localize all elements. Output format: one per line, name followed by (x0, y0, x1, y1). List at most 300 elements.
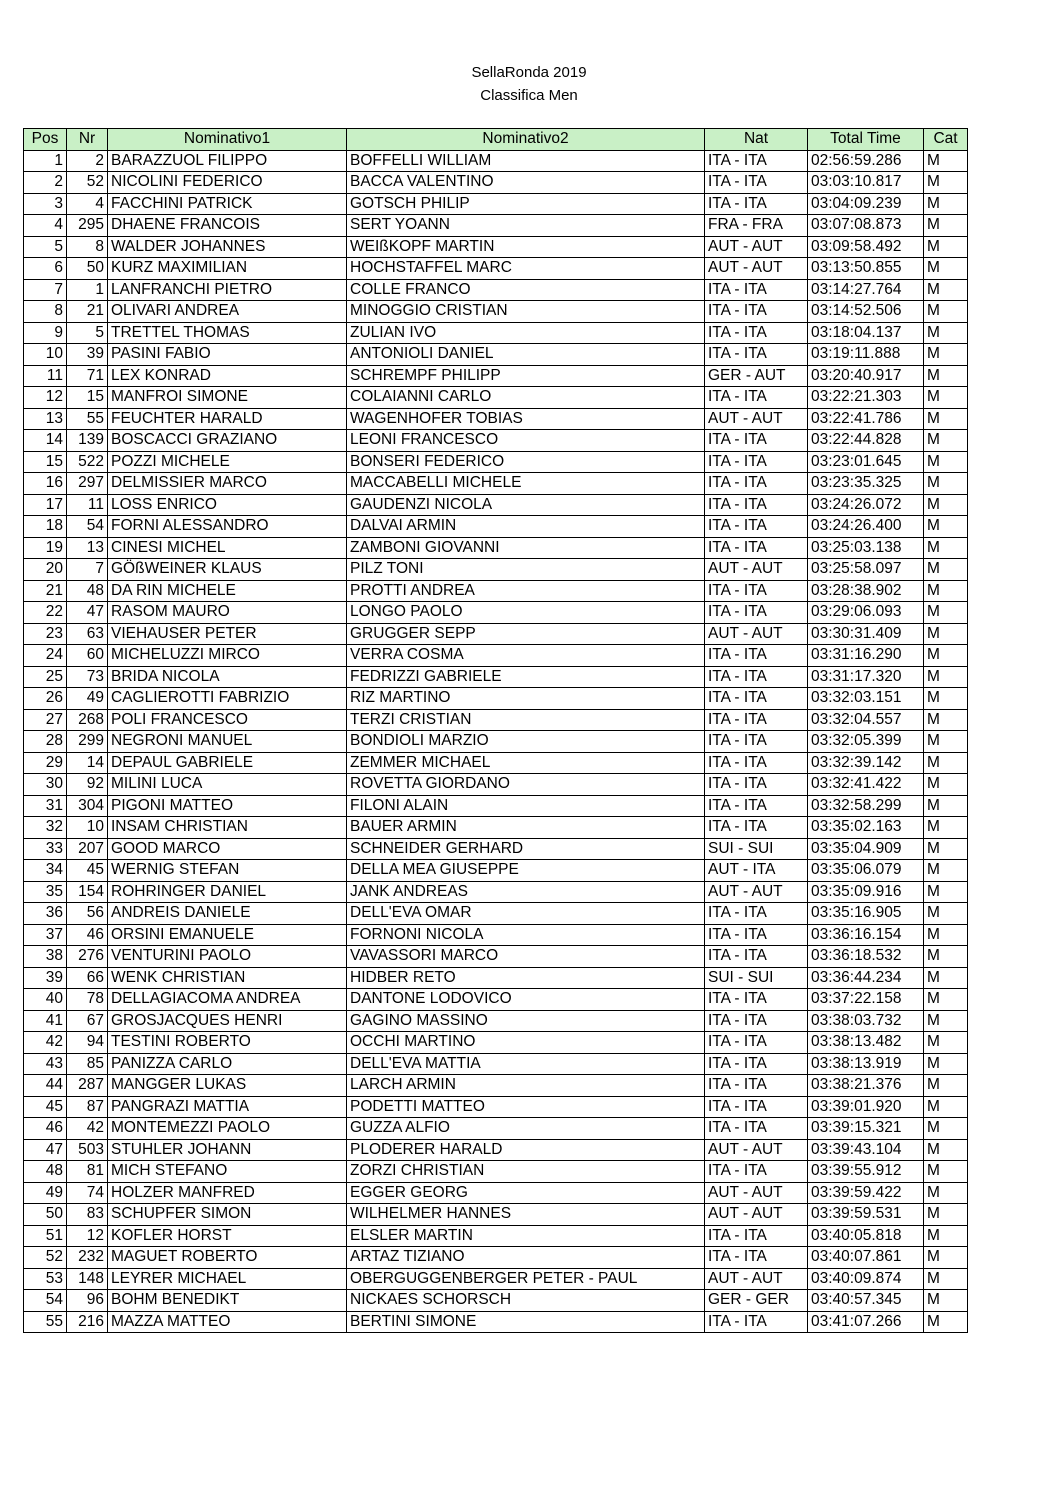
cell-pos: 33 (24, 838, 67, 860)
cell-cat: M (924, 344, 968, 366)
page-subtitle: Classifica Men (480, 87, 578, 104)
cell-cat: M (924, 989, 968, 1011)
cell-nat: ITA - ITA (705, 1053, 808, 1075)
cell-cat: M (924, 150, 968, 172)
cell-nominativo1: DHAENE FRANCOIS (108, 215, 347, 237)
cell-total-time: 03:30:31.409 (808, 623, 924, 645)
cell-nominativo2: SERT YOANN (347, 215, 705, 237)
table-row (24, 408, 968, 430)
cell-nominativo1: GOOD MARCO (108, 838, 347, 860)
cell-nat: ITA - ITA (705, 344, 808, 366)
table-row (24, 344, 968, 366)
cell-cat: M (924, 795, 968, 817)
cell-pos: 21 (24, 580, 67, 602)
cell-nr: 295 (67, 215, 108, 237)
cell-nominativo2: GUZZA ALFIO (347, 1118, 705, 1140)
table-row (24, 946, 968, 968)
cell-nominativo2: OBERGUGGENBERGER PETER - PAUL (347, 1268, 705, 1290)
table-row (24, 494, 968, 516)
cell-pos: 45 (24, 1096, 67, 1118)
cell-cat: M (924, 559, 968, 581)
cell-nominativo2: PLODERER HARALD (347, 1139, 705, 1161)
cell-total-time: 03:29:06.093 (808, 602, 924, 624)
cell-nominativo2: BACCA VALENTINO (347, 172, 705, 194)
table-row (24, 688, 968, 710)
cell-cat: M (924, 172, 968, 194)
cell-nominativo1: PIGONI MATTEO (108, 795, 347, 817)
table-row (24, 322, 968, 344)
cell-nr: 2 (67, 150, 108, 172)
table-row (24, 1247, 968, 1269)
cell-pos: 50 (24, 1204, 67, 1226)
cell-nominativo2: WEIßKOPF MARTIN (347, 236, 705, 258)
cell-nat: ITA - ITA (705, 1032, 808, 1054)
cell-total-time: 03:37:22.158 (808, 989, 924, 1011)
cell-pos: 40 (24, 989, 67, 1011)
cell-nat: AUT - AUT (705, 1204, 808, 1226)
cell-pos: 15 (24, 451, 67, 473)
cell-pos: 9 (24, 322, 67, 344)
cell-pos: 41 (24, 1010, 67, 1032)
cell-nat: ITA - ITA (705, 322, 808, 344)
cell-cat: M (924, 537, 968, 559)
cell-nat: AUT - AUT (705, 559, 808, 581)
cell-cat: M (924, 1118, 968, 1140)
cell-cat: M (924, 924, 968, 946)
cell-nominativo1: PASINI FABIO (108, 344, 347, 366)
table-row (24, 666, 968, 688)
cell-nat: ITA - ITA (705, 387, 808, 409)
cell-cat: M (924, 1268, 968, 1290)
cell-pos: 38 (24, 946, 67, 968)
cell-nominativo2: BAUER ARMIN (347, 817, 705, 839)
cell-total-time: 03:36:18.532 (808, 946, 924, 968)
cell-total-time: 03:14:52.506 (808, 301, 924, 323)
cell-nominativo2: LEONI FRANCESCO (347, 430, 705, 452)
cell-nr: 54 (67, 516, 108, 538)
cell-total-time: 03:25:03.138 (808, 537, 924, 559)
cell-nr: 85 (67, 1053, 108, 1075)
cell-nominativo2: NICKAES SCHORSCH (347, 1290, 705, 1312)
cell-nominativo1: TESTINI ROBERTO (108, 1032, 347, 1054)
cell-nat: ITA - ITA (705, 150, 808, 172)
cell-nr: 83 (67, 1204, 108, 1226)
cell-cat: M (924, 645, 968, 667)
cell-total-time: 03:32:39.142 (808, 752, 924, 774)
cell-nominativo2: BERTINI SIMONE (347, 1311, 705, 1333)
cell-cat: M (924, 623, 968, 645)
table-row (24, 279, 968, 301)
cell-nominativo1: POZZI MICHELE (108, 451, 347, 473)
cell-nominativo2: SCHNEIDER GERHARD (347, 838, 705, 860)
cell-total-time: 03:22:44.828 (808, 430, 924, 452)
cell-total-time: 03:35:09.916 (808, 881, 924, 903)
cell-nominativo1: MAZZA MATTEO (108, 1311, 347, 1333)
cell-total-time: 03:22:41.786 (808, 408, 924, 430)
cell-nominativo2: TERZI CRISTIAN (347, 709, 705, 731)
cell-total-time: 03:18:04.137 (808, 322, 924, 344)
cell-cat: M (924, 1247, 968, 1269)
cell-nat: FRA - FRA (705, 215, 808, 237)
cell-nat: AUT - AUT (705, 408, 808, 430)
cell-nr: 92 (67, 774, 108, 796)
cell-nominativo1: PANIZZA CARLO (108, 1053, 347, 1075)
cell-total-time: 03:32:05.399 (808, 731, 924, 753)
cell-cat: M (924, 903, 968, 925)
cell-nominativo1: DEPAUL GABRIELE (108, 752, 347, 774)
cell-nat: ITA - ITA (705, 688, 808, 710)
cell-nr: 287 (67, 1075, 108, 1097)
cell-nominativo2: GAUDENZI NICOLA (347, 494, 705, 516)
cell-pos: 43 (24, 1053, 67, 1075)
cell-total-time: 03:22:21.303 (808, 387, 924, 409)
cell-nat: ITA - ITA (705, 602, 808, 624)
cell-nominativo1: LANFRANCHI PIETRO (108, 279, 347, 301)
cell-nat: AUT - AUT (705, 1182, 808, 1204)
cell-nr: 21 (67, 301, 108, 323)
cell-nat: AUT - AUT (705, 623, 808, 645)
cell-nominativo2: WILHELMER HANNES (347, 1204, 705, 1226)
cell-nominativo1: CINESI MICHEL (108, 537, 347, 559)
cell-nr: 73 (67, 666, 108, 688)
cell-nominativo1: VENTURINI PAOLO (108, 946, 347, 968)
cell-nr: 304 (67, 795, 108, 817)
cell-nat: GER - AUT (705, 365, 808, 387)
table-row (24, 1161, 968, 1183)
cell-total-time: 03:39:01.920 (808, 1096, 924, 1118)
cell-nominativo1: MAGUET ROBERTO (108, 1247, 347, 1269)
cell-cat: M (924, 817, 968, 839)
cell-cat: M (924, 473, 968, 495)
cell-pos: 53 (24, 1268, 67, 1290)
cell-pos: 32 (24, 817, 67, 839)
cell-nr: 46 (67, 924, 108, 946)
cell-pos: 19 (24, 537, 67, 559)
cell-nat: AUT - AUT (705, 236, 808, 258)
cell-nominativo2: COLLE FRANCO (347, 279, 705, 301)
cell-nominativo1: CAGLIEROTTI FABRIZIO (108, 688, 347, 710)
cell-total-time: 03:32:03.151 (808, 688, 924, 710)
table-row (24, 967, 968, 989)
cell-nr: 154 (67, 881, 108, 903)
cell-nr: 11 (67, 494, 108, 516)
cell-nat: ITA - ITA (705, 494, 808, 516)
table-row (24, 602, 968, 624)
cell-nat: ITA - ITA (705, 193, 808, 215)
cell-pos: 52 (24, 1247, 67, 1269)
cell-nr: 8 (67, 236, 108, 258)
cell-nr: 4 (67, 193, 108, 215)
cell-nominativo2: MACCABELLI MICHELE (347, 473, 705, 495)
table-row (24, 559, 968, 581)
cell-nominativo2: DELLA MEA GIUSEPPE (347, 860, 705, 882)
cell-cat: M (924, 1290, 968, 1312)
cell-nat: ITA - ITA (705, 473, 808, 495)
cell-nominativo1: NICOLINI FEDERICO (108, 172, 347, 194)
header-row (24, 129, 968, 151)
cell-nr: 207 (67, 838, 108, 860)
cell-total-time: 03:38:13.482 (808, 1032, 924, 1054)
cell-nr: 42 (67, 1118, 108, 1140)
cell-pos: 7 (24, 279, 67, 301)
cell-cat: M (924, 1032, 968, 1054)
cell-nominativo2: VERRA COSMA (347, 645, 705, 667)
cell-pos: 26 (24, 688, 67, 710)
cell-nat: ITA - ITA (705, 731, 808, 753)
cell-cat: M (924, 602, 968, 624)
cell-total-time: 03:19:11.888 (808, 344, 924, 366)
cell-cat: M (924, 494, 968, 516)
table-row (24, 580, 968, 602)
cell-nr: 81 (67, 1161, 108, 1183)
cell-nominativo1: BARAZZUOL FILIPPO (108, 150, 347, 172)
cell-nr: 522 (67, 451, 108, 473)
cell-pos: 35 (24, 881, 67, 903)
table-row (24, 1010, 968, 1032)
cell-nr: 78 (67, 989, 108, 1011)
cell-total-time: 03:38:13.919 (808, 1053, 924, 1075)
cell-total-time: 03:36:44.234 (808, 967, 924, 989)
cell-nominativo2: PILZ TONI (347, 559, 705, 581)
cell-nominativo1: LOSS ENRICO (108, 494, 347, 516)
cell-nominativo2: ZAMBONI GIOVANNI (347, 537, 705, 559)
cell-nominativo2: HIDBER RETO (347, 967, 705, 989)
cell-nominativo2: ZORZI CHRISTIAN (347, 1161, 705, 1183)
cell-pos: 2 (24, 172, 67, 194)
cell-pos: 27 (24, 709, 67, 731)
cell-cat: M (924, 301, 968, 323)
cell-pos: 31 (24, 795, 67, 817)
cell-nominativo1: GÖßWEINER KLAUS (108, 559, 347, 581)
cell-nr: 63 (67, 623, 108, 645)
cell-nat: ITA - ITA (705, 903, 808, 925)
cell-nominativo2: ANTONIOLI DANIEL (347, 344, 705, 366)
cell-total-time: 03:24:26.400 (808, 516, 924, 538)
cell-nat: ITA - ITA (705, 817, 808, 839)
cell-total-time: 03:03:10.817 (808, 172, 924, 194)
table-row (24, 365, 968, 387)
cell-nominativo1: STUHLER JOHANN (108, 1139, 347, 1161)
cell-nat: ITA - ITA (705, 279, 808, 301)
cell-nominativo1: WALDER JOHANNES (108, 236, 347, 258)
cell-nr: 47 (67, 602, 108, 624)
cell-pos: 5 (24, 236, 67, 258)
cell-cat: M (924, 946, 968, 968)
cell-nr: 268 (67, 709, 108, 731)
cell-nr: 52 (67, 172, 108, 194)
cell-pos: 28 (24, 731, 67, 753)
cell-nat: AUT - AUT (705, 1139, 808, 1161)
table-row (24, 236, 968, 258)
cell-nominativo1: ORSINI EMANUELE (108, 924, 347, 946)
cell-nr: 503 (67, 1139, 108, 1161)
cell-pos: 30 (24, 774, 67, 796)
cell-total-time: 03:20:40.917 (808, 365, 924, 387)
cell-cat: M (924, 666, 968, 688)
table-row (24, 1268, 968, 1290)
cell-total-time: 03:32:58.299 (808, 795, 924, 817)
cell-nominativo2: DALVAI ARMIN (347, 516, 705, 538)
table-row (24, 1118, 968, 1140)
cell-nominativo2: LARCH ARMIN (347, 1075, 705, 1097)
cell-pos: 25 (24, 666, 67, 688)
cell-nat: ITA - ITA (705, 301, 808, 323)
cell-total-time: 03:35:02.163 (808, 817, 924, 839)
cell-total-time: 03:31:17.320 (808, 666, 924, 688)
cell-total-time: 03:28:38.902 (808, 580, 924, 602)
cell-cat: M (924, 1204, 968, 1226)
cell-nominativo1: FEUCHTER HARALD (108, 408, 347, 430)
cell-nat: ITA - ITA (705, 774, 808, 796)
cell-nat: AUT - AUT (705, 881, 808, 903)
header-pos: Pos (24, 129, 67, 151)
cell-cat: M (924, 387, 968, 409)
cell-cat: M (924, 731, 968, 753)
cell-cat: M (924, 1053, 968, 1075)
header-nominativo2: Nominativo2 (347, 129, 705, 151)
table-row (24, 1225, 968, 1247)
cell-total-time: 03:04:09.239 (808, 193, 924, 215)
cell-nat: ITA - ITA (705, 1311, 808, 1333)
cell-nat: ITA - ITA (705, 537, 808, 559)
cell-cat: M (924, 516, 968, 538)
cell-nat: ITA - ITA (705, 752, 808, 774)
cell-nominativo2: DANTONE LODOVICO (347, 989, 705, 1011)
cell-nominativo1: MILINI LUCA (108, 774, 347, 796)
cell-nominativo2: ZEMMER MICHAEL (347, 752, 705, 774)
cell-nominativo2: BOFFELLI WILLIAM (347, 150, 705, 172)
cell-nominativo1: BOHM BENEDIKT (108, 1290, 347, 1312)
cell-nominativo1: SCHUPFER SIMON (108, 1204, 347, 1226)
cell-nr: 39 (67, 344, 108, 366)
cell-nominativo2: EGGER GEORG (347, 1182, 705, 1204)
cell-total-time: 03:14:27.764 (808, 279, 924, 301)
cell-pos: 22 (24, 602, 67, 624)
cell-pos: 44 (24, 1075, 67, 1097)
cell-nr: 232 (67, 1247, 108, 1269)
table-row (24, 537, 968, 559)
cell-nr: 50 (67, 258, 108, 280)
cell-nat: ITA - ITA (705, 1161, 808, 1183)
cell-nr: 10 (67, 817, 108, 839)
table-row (24, 881, 968, 903)
cell-nat: SUI - SUI (705, 967, 808, 989)
cell-nominativo2: PODETTI MATTEO (347, 1096, 705, 1118)
cell-nominativo1: LEX KONRAD (108, 365, 347, 387)
header-nat: Nat (705, 129, 808, 151)
cell-nr: 276 (67, 946, 108, 968)
cell-pos: 54 (24, 1290, 67, 1312)
cell-cat: M (924, 1075, 968, 1097)
cell-pos: 14 (24, 430, 67, 452)
cell-nat: ITA - ITA (705, 172, 808, 194)
table-row (24, 709, 968, 731)
cell-pos: 4 (24, 215, 67, 237)
cell-nominativo2: ARTAZ TIZIANO (347, 1247, 705, 1269)
cell-total-time: 03:39:59.422 (808, 1182, 924, 1204)
cell-nominativo2: PROTTI ANDREA (347, 580, 705, 602)
cell-total-time: 03:39:55.912 (808, 1161, 924, 1183)
cell-total-time: 03:31:16.290 (808, 645, 924, 667)
cell-pos: 42 (24, 1032, 67, 1054)
cell-pos: 12 (24, 387, 67, 409)
cell-nat: ITA - ITA (705, 924, 808, 946)
table-row (24, 752, 968, 774)
cell-nr: 148 (67, 1268, 108, 1290)
cell-cat: M (924, 215, 968, 237)
cell-cat: M (924, 580, 968, 602)
cell-pos: 46 (24, 1118, 67, 1140)
table-row (24, 473, 968, 495)
cell-total-time: 03:39:15.321 (808, 1118, 924, 1140)
cell-cat: M (924, 709, 968, 731)
table-row (24, 924, 968, 946)
cell-pos: 49 (24, 1182, 67, 1204)
cell-cat: M (924, 838, 968, 860)
cell-cat: M (924, 1139, 968, 1161)
table-row (24, 1139, 968, 1161)
cell-nominativo1: GROSJACQUES HENRI (108, 1010, 347, 1032)
cell-pos: 1 (24, 150, 67, 172)
cell-cat: M (924, 688, 968, 710)
cell-nat: ITA - ITA (705, 645, 808, 667)
cell-pos: 13 (24, 408, 67, 430)
table-row (24, 516, 968, 538)
cell-pos: 20 (24, 559, 67, 581)
cell-nr: 56 (67, 903, 108, 925)
cell-nat: ITA - ITA (705, 1096, 808, 1118)
cell-nominativo2: DELL'EVA OMAR (347, 903, 705, 925)
cell-cat: M (924, 322, 968, 344)
cell-total-time: 03:07:08.873 (808, 215, 924, 237)
cell-pos: 23 (24, 623, 67, 645)
cell-pos: 47 (24, 1139, 67, 1161)
cell-nr: 216 (67, 1311, 108, 1333)
cell-nominativo1: MICHELUZZI MIRCO (108, 645, 347, 667)
cell-nominativo1: BOSCACCI GRAZIANO (108, 430, 347, 452)
cell-nominativo1: WENK CHRISTIAN (108, 967, 347, 989)
table-row (24, 301, 968, 323)
cell-nominativo2: RIZ MARTINO (347, 688, 705, 710)
cell-cat: M (924, 236, 968, 258)
cell-cat: M (924, 408, 968, 430)
cell-nominativo1: FORNI ALESSANDRO (108, 516, 347, 538)
cell-total-time: 03:35:06.079 (808, 860, 924, 882)
cell-nominativo1: MANGGER LUKAS (108, 1075, 347, 1097)
cell-nominativo1: RASOM MAURO (108, 602, 347, 624)
cell-nr: 48 (67, 580, 108, 602)
cell-nat: ITA - ITA (705, 1225, 808, 1247)
cell-cat: M (924, 258, 968, 280)
cell-cat: M (924, 1010, 968, 1032)
table-row (24, 731, 968, 753)
cell-nominativo2: WAGENHOFER TOBIAS (347, 408, 705, 430)
cell-nr: 74 (67, 1182, 108, 1204)
cell-nominativo1: MONTEMEZZI PAOLO (108, 1118, 347, 1140)
cell-nr: 87 (67, 1096, 108, 1118)
cell-cat: M (924, 1096, 968, 1118)
cell-total-time: 03:35:16.905 (808, 903, 924, 925)
table-row (24, 1032, 968, 1054)
cell-nr: 96 (67, 1290, 108, 1312)
cell-nominativo2: HOCHSTAFFEL MARC (347, 258, 705, 280)
table-row (24, 193, 968, 215)
cell-nr: 45 (67, 860, 108, 882)
cell-nominativo2: ROVETTA GIORDANO (347, 774, 705, 796)
cell-nr: 299 (67, 731, 108, 753)
cell-total-time: 03:40:05.818 (808, 1225, 924, 1247)
cell-nominativo2: FORNONI NICOLA (347, 924, 705, 946)
